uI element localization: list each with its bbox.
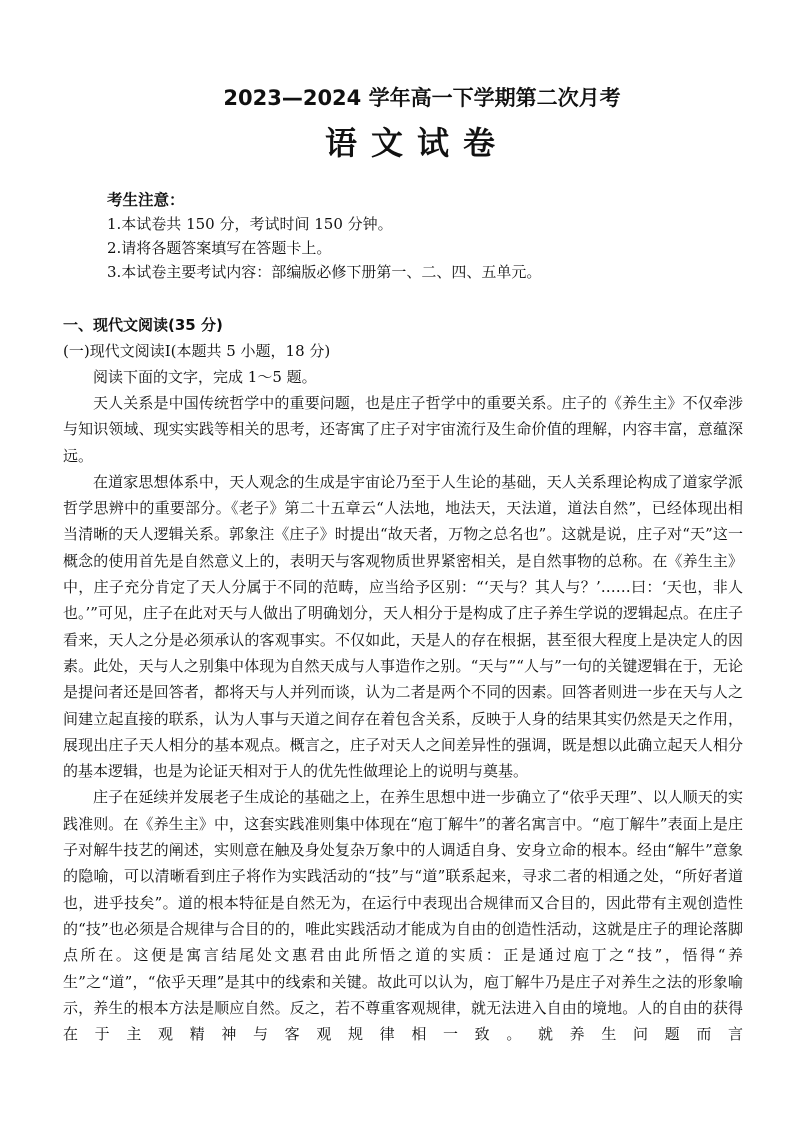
exam-notice (107, 188, 727, 284)
notice-item: 2.请将各题答案填写在答题卡上。 (107, 239, 332, 257)
passage-paragraph: 天人关系是中国传统哲学中的重要问题，也是庄子哲学中的重要关系。庄子的《养生主》不仅牵涉与知识领域、现实实践等相关的思考，还寄寓了庄子对宇宙流行及生命价值的理解，内容丰富，意蕴深远。 (63, 394, 743, 465)
subsection-heading: (一)现代文阅读Ⅰ(本题共 5 小题，18 分) (63, 342, 331, 360)
reading-instruction: 阅读下面的文字，完成 1～5 题。 (93, 368, 317, 386)
notice-item: 3.本试卷主要考试内容：部编版必修下册第一、二、四、五单元。 (107, 263, 542, 281)
section-heading: 一、现代文阅读(35 分) (63, 316, 223, 334)
reading-passage (63, 390, 743, 1047)
subject-title: 语文试卷 (324, 124, 509, 162)
exam-title: 2023—2024 学年高一下学期第二次月考 (223, 86, 621, 110)
passage-paragraph: 在道家思想体系中，天人观念的生成是宇宙论乃至于人生论的基础，天人关系理论构成了道家学派哲学思辨中的重要部分。《老子》第二十五章云“人法地，地法天，天法道，道法自然”，已经体现出相当清晰的天人逻辑关系。郭象注《庄子》时提出“故天者，万物之总名也”。这就是说，庄子对“天”这一概念的使用首先是自然意义上的，表明天与客观物质世界紧密相关，是自然事物的总称。在《养生主》中，庄子充分肯定了天人分属于不同的范畴，应当给予区别：“‘天与？其人与？’……曰：‘天也，非人也。’”可见，庄子在此对天与人做出了明确划分，天人相分于是构成了庄子养生学说的逻辑起点。在庄子看来，天人之分是必须承认的客观事实。不仅如此，天是人的存在根据，甚至很大程度上是决定人的因素。此处，天与人之别集中体现为自然天成与人事造作之别。“天与”“人与”一句的关键逻辑在于，无论是提问者还是回答者，都将天与人并列而谈，认为二者是两个不同的因素。回答者则进一步在天与人之间建立起直接的联系，认为人事与天道之间存在着包含关系，反映于人身的结果其实仍然是天之作用，展现出庄子天人相分的基本观点。概言之，庄子对天人之间差异性的强调，既是想以此确立起天人相分的基本逻辑，也是为论证天相对于人的优先性做理论上的说明与奠基。 (63, 472, 743, 781)
passage-paragraph: 庄子在延续并发展老子生成论的基础之上，在养生思想中进一步确立了“依乎天理”、以人顺天的实践准则。在《养生主》中，这套实践准则集中体现在“庖丁解牛”的著名寓言中。“庖丁解牛”表面上是庄子对解牛技艺的阐述，实则意在触及身处复杂万象中的人调适自身、安身立命的根本。经由“解牛”意象的隐喻，可以清晰看到庄子将作为实践活动的“技”与“道”联系起来，寻求二者的相通之处，“所好者道也，进乎技矣”。道的根本特征是自然无为，在运行中表现出合规律而又合目的，因此带有主观创造性的“技”也必须是合规律与合目的的，唯此实践活动才能成为自由的创造性活动，这就是庄子的理论落脚点所在。这便是寓言结尾处文惠君由此所悟之道的实质：正是通过庖丁之“技”，悟得“养生”之“道”，“依乎天理”是其中的线索和关键。故此可以认为，庖丁解牛乃是庄子对养生之法的形象喻示，养生的根本方法是顺应自然。反之，若不尊重客观规律，就无法进入自由的境地。人的自由的获得在于主观精神与客观规律相一致。就养生问题而言 (63, 788, 743, 1044)
notice-heading: 考生注意： (107, 191, 185, 209)
notice-item: 1.本试卷共 150 分，考试时间 150 分钟。 (107, 215, 393, 233)
